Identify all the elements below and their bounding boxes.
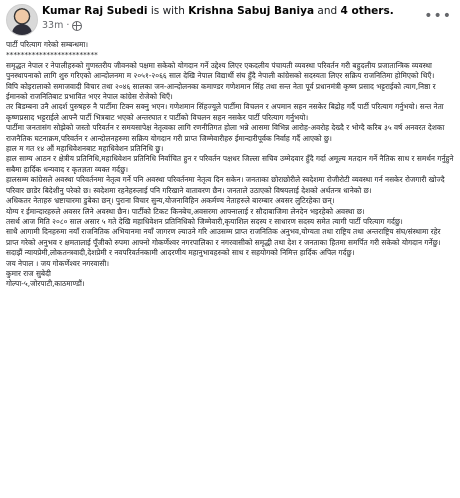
and-text: and [317, 5, 338, 17]
author-name-link[interactable]: Kumar Raj Subedi [42, 5, 148, 17]
post-paragraph: गोल्पा-५,जोरपाटी,काठमाण्डौं। [6, 279, 85, 289]
globe-icon[interactable] [72, 21, 82, 31]
post-paragraph: हाल साम्य आठन र क्षेत्रीय प्रतिनिधि,महाधिवेशन प्रतिनिधि निर्वाचित हुन र परिवर्तन पक्षधर जिल्ला सचिव उम्मेदवार हुँदै गर्दा अमूल्य मतदान गर्ने नैतिक साथ र समर्थन गर्नुहुने सबैमा हार्दिक धन्यवाद र कृतज्ञता व्यक्त गर्दछु। [6, 154, 456, 174]
post-paragraph: अधिकतर नेताहरु भ्रष्टाचारमा डुबेका छन्। पुराना विचार सुन्य,योजनाविहिन अकर्मण्य नेताहरुले बारम्बार अवसर लुटिरहेका छन्। [6, 196, 335, 206]
post-time[interactable]: 33m [42, 20, 64, 31]
post-paragraph: सदाझैं न्यायप्रेमी,लोकतन्त्रवादी,देशप्रेमी र नवपरिवर्तनकामी आदरणीय महानुभावहरुको साथ र सहयोगको निमित्त हार्दिक अपिल गर्दछु। [6, 248, 355, 258]
others-link[interactable]: 4 others. [340, 5, 394, 17]
post-body [6, 40, 454, 290]
meta-separator: · [66, 20, 70, 31]
post-paragraph: पार्टीमा जनतासंग सोझेको जस्तो परिवर्तन र समयसापेक्ष नेतृत्वका लागि रणनीतिगत होला भन्ने आसमा विभिन्न आरोह-अवरोह देख्दै र भोग्दै करिब ३५ वर्ष अनवरत देशका राजनैतिक घटनाक्रम,परिवर्तन र आन्दोलनहरुमा सक्रिय योगदान गरी प्राप्त जिम्मेवारीहरु ईमान्दारीपूर्वक निर्वाह गर्दै आएको छु। [6, 123, 447, 143]
post-paragraph: हालसम्म कांग्रेसले अवस्था परिवर्तनमा नेतृत्व गर्ने पनि अवस्था परिवर्तनमा नेतृत्व दिन सकेन। जनताका छोराछोरीले स्वदेशमा रोजीरोटी व्यवस्था गर्न नसकेर रोजगारी खोज्दै परिवार छाडेर बिदेशीनु परेको छ। स्वदेशमा रहनेहरुलाई पनि गरिखाने वातावरण छैन। जनताले उठाएको विषयलाई देशको अर्थतन्त्र धानेको छ। [6, 175, 447, 195]
post-paragraph: पार्टी परित्याग गरेको सम्बन्धमा। [6, 40, 89, 49]
with-text: is with [150, 5, 185, 17]
post-paragraph: कुमार राज सुबेदी [6, 268, 51, 278]
post-paragraph: हाल म गत १४ औं महाधिवेशनबाट महाधिवेशन प्रतिनिधि छु। [6, 144, 164, 154]
post-author-line [42, 5, 394, 17]
post-paragraph: समृद्धत नेपाल र नेपालीहरुको गुणस्तरीय जीवनको पक्षमा सकेको योगदान गर्ने उद्देश्य लिएर एकदलीय पंचायती व्यवस्था परिवर्तन गरी बहुदलीय प्रजातान्त्रिक व्यवस्था पुनस्थापनाको लागि शुरु गरिएको आन्दोलनमा म २०५१-२०६६ साल देखि नेपाल विद्यार्थी संघ हुँदै नेपाली कांग्रेसको सदस्यता लिएर सक्रिय राजनितिमा होमिएको थिएँ। [6, 60, 435, 81]
avatar-shoulders [12, 24, 32, 36]
tagged-person-link[interactable]: Krishna Sabuj Baniya [188, 5, 315, 17]
post-paragraph: योग्य र ईमान्दारहरुले अवसर लिने अवस्था छैन। पार्टीको टिकट किनबेच,अवसरमा आफ्नालाई र सौदाबाजिमा लेनदेन भइरहेको अवस्था छ। [6, 206, 365, 216]
post-meta [42, 20, 82, 31]
post-paragraph: ************************* [6, 50, 98, 60]
post-paragraph: जय नेपाल । जय गोकर्णेश्वर नगरवासी। [6, 258, 110, 268]
post-paragraph: तसर्थ आज मिति २०८० साल असार ५ गते देखि महाधिवेशन प्रतिनिधिको जिम्मेवारी,कृयाशिल सदस्य र साधारण सदस्य समेत त्यागी पार्टी परित्याग गर्दछु। [6, 216, 403, 226]
post-paragraph: साथै आगामी दिनहरुमा नयाँ राजनितिक अभियानमा नयाँ जागरण ल्याउने गरि आउसम्म प्राप्त राजनितिक अनुभव,योग्यता तथा राष्ट्रिय तथा अन्तराष्ट्रिय संघ/संस्थामा रहेर प्राप्त गरेको अनुभव र क्षमतालाई पूँजीको रुपमा आफ्नो गोकर्णेश्वर नगरपालिका र नगरवासीको समृद्धी तथा देश र जनताका हितमा समर्पित गरी सकेको योगदान गर्नेछु। [6, 227, 443, 247]
post-paragraph: विपि कोइरालाको समाजवादी विचार तथा २०४६ सालका जन-आन्दोलनका कमाण्डर गणेशमान सिंह तथा सन्त नेता पूर्व प्रधानमंत्री कृष्ण प्रसाद भट्टराईको त्याग,निष्ठा र ईमानको राजनितिबाट प्रभावित भएर नेपाल कांग्रेस रोजेको थिएँ। [6, 81, 438, 102]
post-paragraph: तर बिडम्बना उनै आदर्श पुरुषहरु नै पार्टीमा टिक्न सक्नु भएन। गणेशमान सिंहज्यूले पार्टीमा विचलन र अपमान सहन नसकेर बिद्रोह गर्दै पार्टी परित्याग गर्नुभयो। सन्त नेता कृष्णप्रसाद भट्टराईले आफ्नै पार्टी भित्रबाट भएको अन्तरघात र पार्टीको विचलन सहन नसकेर पार्टी परित्याग गर्नुभयो। [6, 102, 447, 122]
author-avatar[interactable] [6, 4, 38, 36]
ellipsis-icon[interactable]: ••• [424, 8, 452, 24]
post-header [6, 4, 454, 34]
